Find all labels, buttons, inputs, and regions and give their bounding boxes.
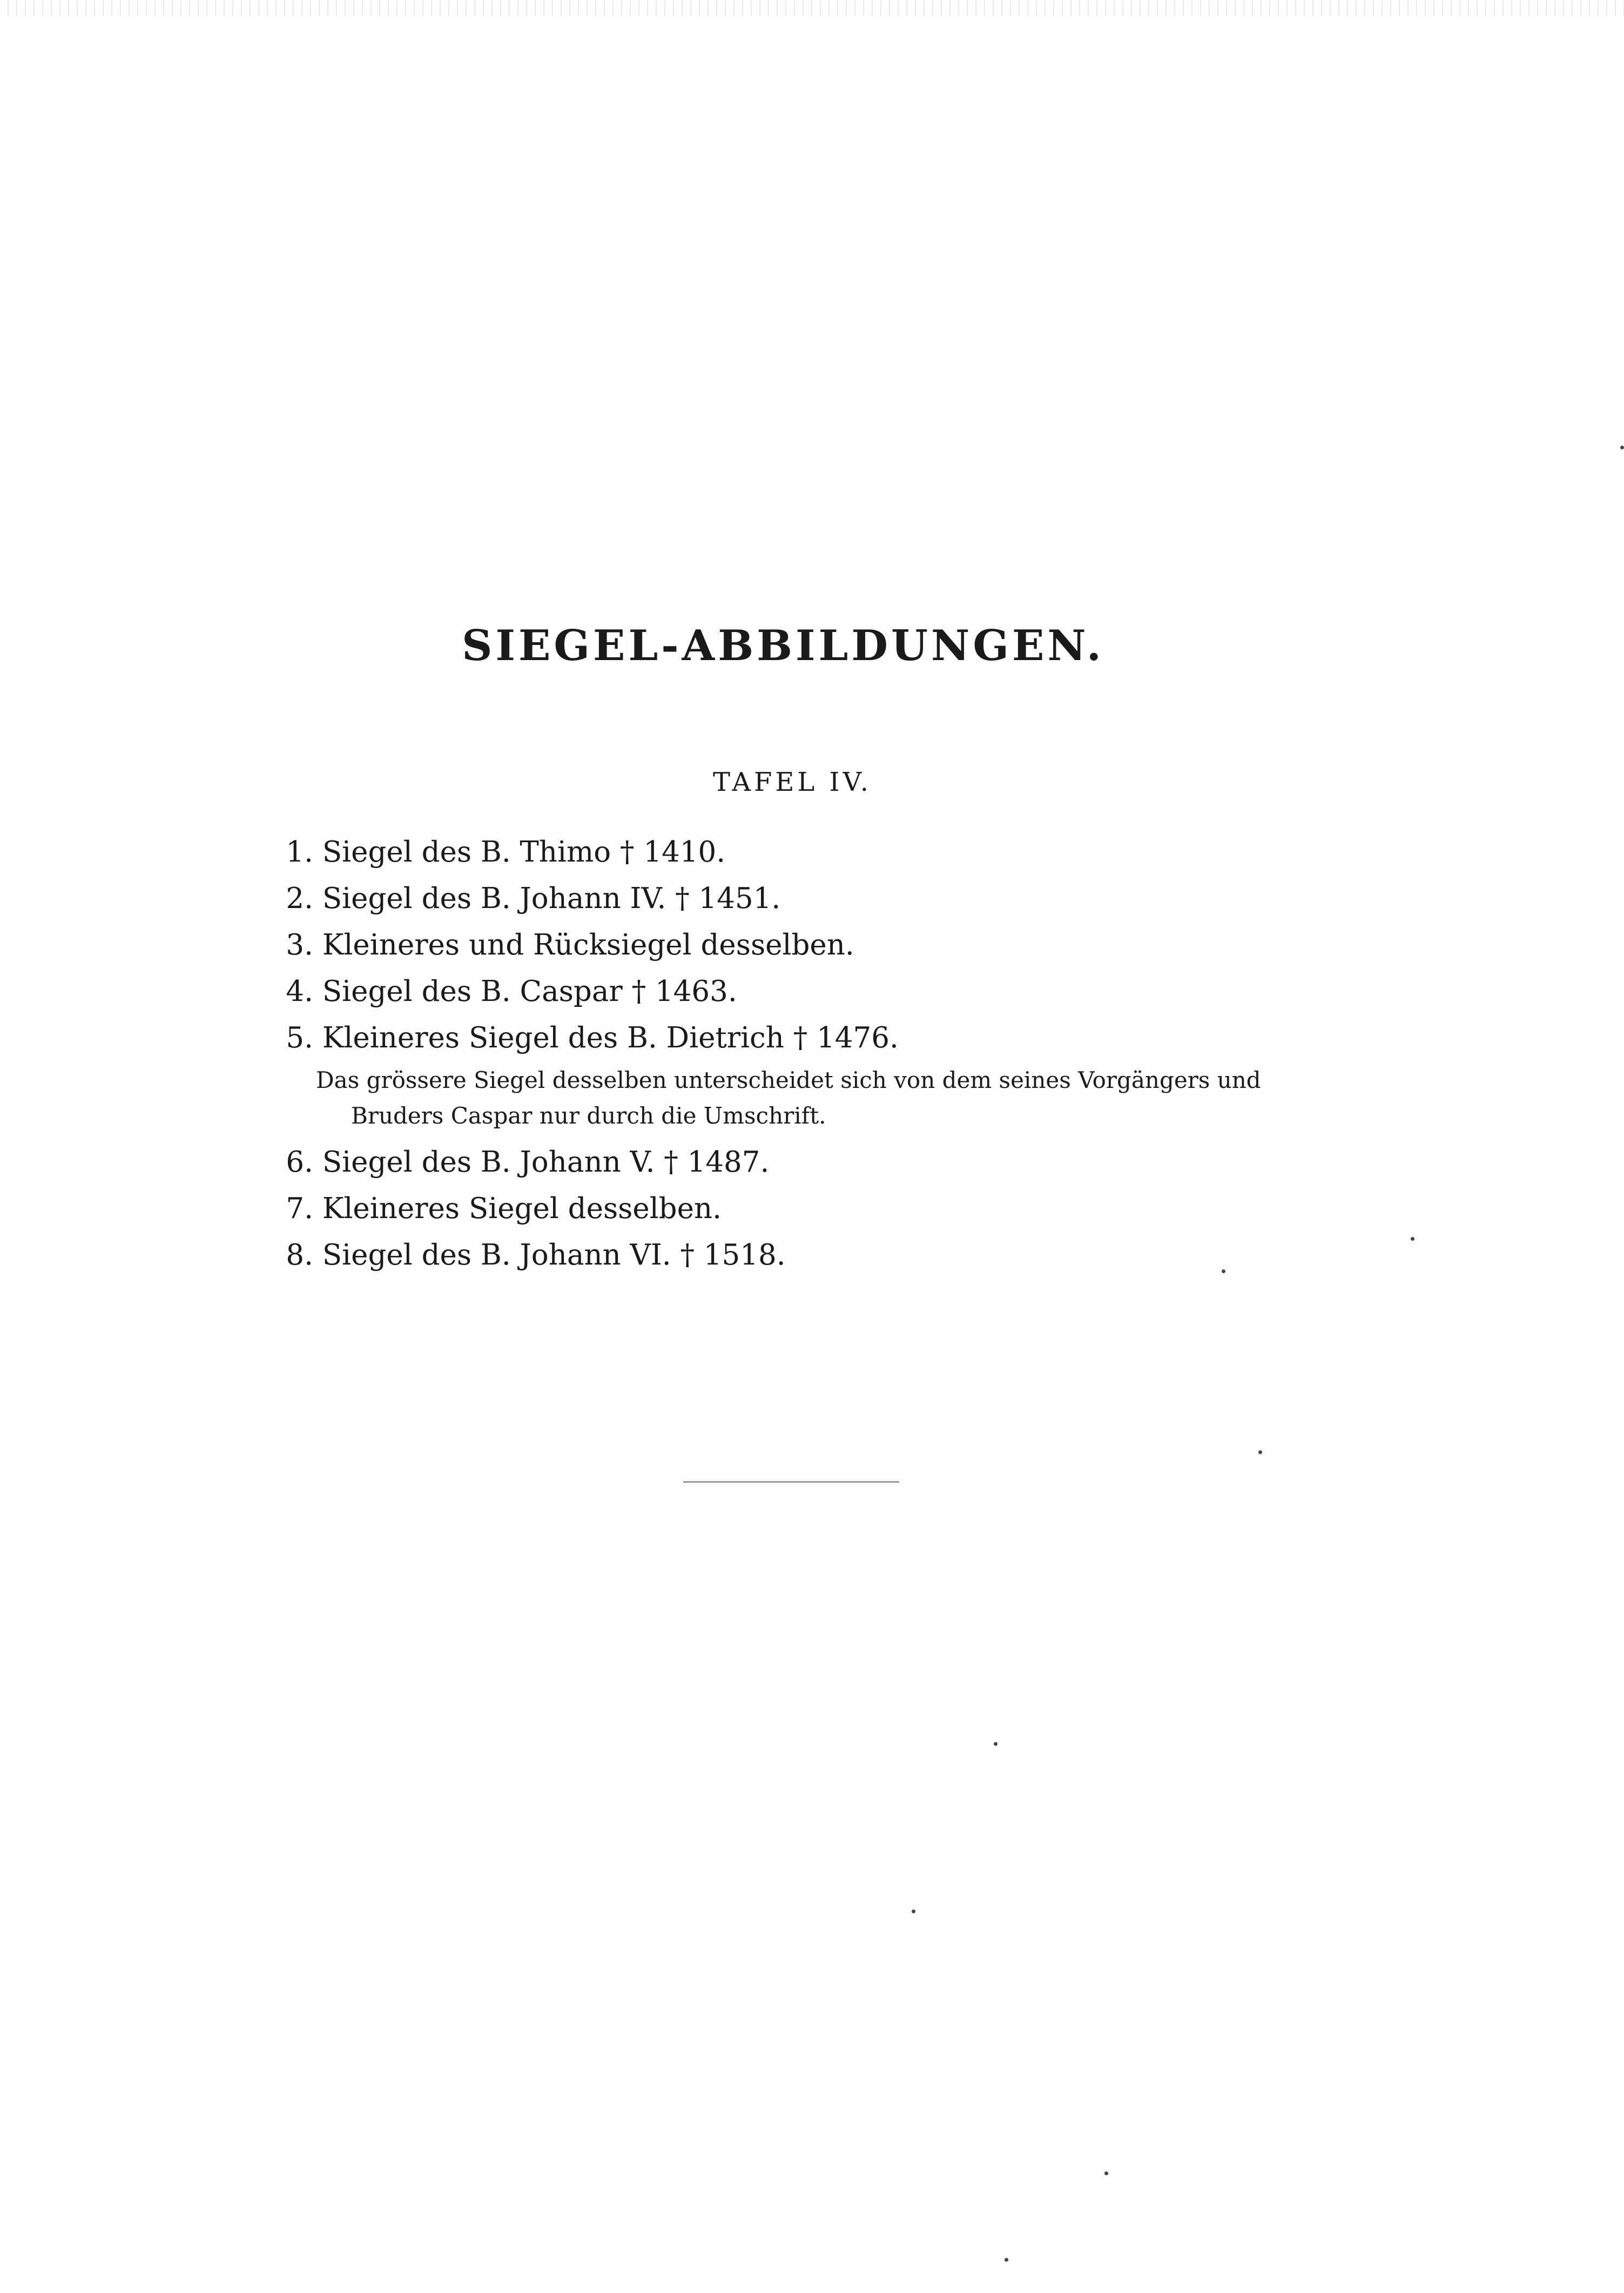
list-item bbox=[267, 922, 1347, 969]
scan-speck bbox=[1411, 1237, 1414, 1241]
item-number: 3. bbox=[286, 929, 313, 961]
scan-speck bbox=[1104, 2171, 1108, 2175]
scan-speck bbox=[1620, 446, 1624, 449]
footnote bbox=[267, 1063, 1347, 1134]
item-number: 7. bbox=[286, 1192, 313, 1225]
item-text: Kleineres und Rücksiegel desselben. bbox=[322, 929, 854, 961]
item-text: Siegel des B. Johann VI. † 1518. bbox=[322, 1239, 786, 1272]
list-item bbox=[267, 969, 1347, 1015]
item-text: Siegel des B. Caspar † 1463. bbox=[322, 975, 737, 1008]
list-item bbox=[267, 1186, 1347, 1232]
item-text: Siegel des B. Johann IV. † 1451. bbox=[322, 882, 781, 915]
divider-rule bbox=[683, 1481, 899, 1483]
scan-speck bbox=[1222, 1269, 1225, 1273]
item-number: 6. bbox=[286, 1146, 313, 1179]
item-text: Kleineres Siegel desselben. bbox=[322, 1192, 722, 1225]
item-text: Kleineres Siegel des B. Dietrich † 1476. bbox=[322, 1021, 899, 1054]
item-number: 2. bbox=[286, 882, 313, 915]
scan-speck bbox=[1258, 1450, 1262, 1454]
scan-speck bbox=[994, 1742, 998, 1746]
item-text: Siegel des B. Johann V. † 1487. bbox=[322, 1146, 770, 1179]
footnote-line-1: Das grössere Siegel desselben unterscheidet sich von dem seines Vorgängers und bbox=[316, 1067, 1261, 1093]
footnote-line-2: Bruders Caspar nur durch die Umschrift. bbox=[351, 1102, 826, 1129]
list-item bbox=[267, 876, 1347, 922]
scan-speck bbox=[1005, 2258, 1008, 2262]
list-item bbox=[267, 1015, 1347, 1061]
scan-speck bbox=[912, 1909, 915, 1913]
plate-heading: TAFEL IV. bbox=[713, 767, 872, 797]
seal-list bbox=[267, 829, 1347, 1279]
item-number: 5. bbox=[286, 1021, 313, 1054]
item-number: 4. bbox=[286, 975, 313, 1008]
top-edge-marks bbox=[0, 0, 1624, 16]
list-item bbox=[267, 829, 1347, 876]
item-number: 1. bbox=[286, 836, 313, 869]
item-number: 8. bbox=[286, 1239, 313, 1272]
list-item bbox=[267, 1232, 1347, 1279]
page-title: SIEGEL-ABBILDUNGEN. bbox=[462, 621, 1104, 670]
list-item bbox=[267, 1139, 1347, 1186]
item-text: Siegel des B. Thimo † 1410. bbox=[322, 836, 726, 869]
